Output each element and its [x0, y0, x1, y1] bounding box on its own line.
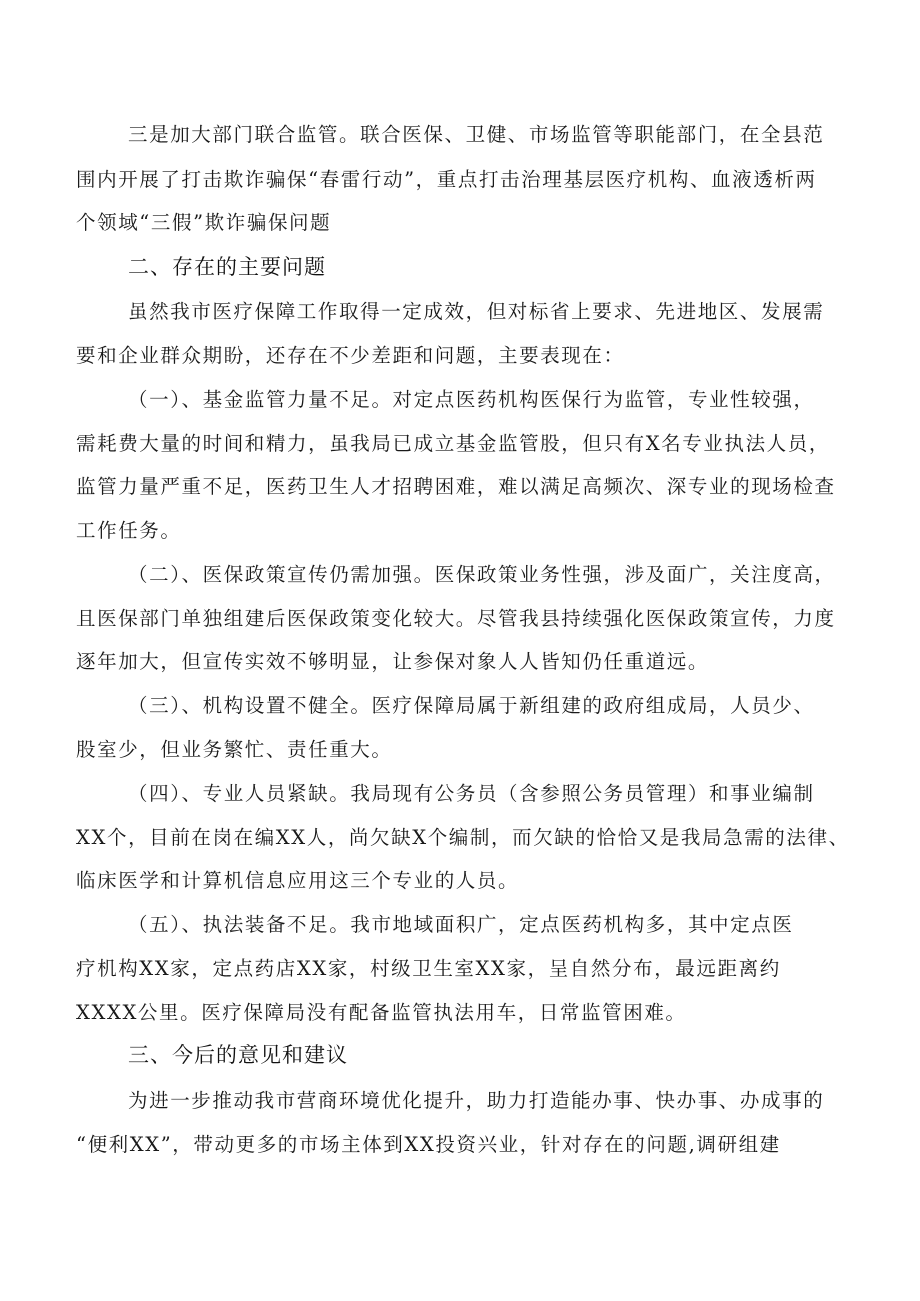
item-3-line-2: 股室少，但业务繁忙、责任重大。 [76, 738, 393, 761]
item-1-line-1: （一）、基金监管力量不足。对定点医药机构医保行为监管，专业性较强， [128, 388, 815, 411]
section-3-lead-line-2: “便利XX”，带动更多的市场主体到XX投资兴业，针对存在的问题,调研组建 [76, 1133, 781, 1156]
item-5-line-3: XXXX公里。医疗保障局没有配备监管执法用车，日常监管困难。 [76, 1001, 687, 1024]
item-1-line-4: 工作任务。 [76, 519, 182, 542]
item-5-line-2: 疗机构XX家，定点药店XX家，村级卫生室XX家，呈自然分布，最远距离约 [76, 957, 781, 980]
section-2-lead-line-1: 虽然我市医疗保障工作取得一定成效，但对标省上要求、先进地区、发展需 [128, 300, 825, 323]
item-3-line-1: （三）、机构设置不健全。医疗保障局属于新组建的政府组成局，人员少、 [128, 694, 815, 717]
item-2-line-3: 逐年加大，但宣传实效不够明显，让参保对象人人皆知仍任重道远。 [76, 650, 710, 673]
intro-line-3: 个领域“三假”欺诈骗保问题 [76, 211, 332, 234]
item-2-line-2: 且医保部门单独组建后医保政策变化较大。尽管我县持续强化医保政策宣传，力度 [76, 607, 836, 630]
intro-line-2: 围内开展了打击欺诈骗保“春雷行动”，重点打击治理基层医疗机构、血液透析两 [76, 168, 817, 191]
section-2-lead-line-2: 要和企业群众期盼，还存在不少差距和问题，主要表现在： [76, 344, 625, 367]
item-1-line-2: 需耗费大量的时间和精力，虽我局已成立基金监管股，但只有X名专业执法人员， [76, 432, 830, 455]
item-2-line-1: （二）、医保政策宣传仍需加强。医保政策业务性强，涉及面广，关注度高， [128, 563, 836, 586]
item-5-line-1: （五）、执法装备不足。我市地域面积广，定点医药机构多，其中定点医 [128, 913, 794, 936]
section-2-heading: 二、存在的主要问题 [128, 255, 326, 279]
item-1-line-3: 监管力量严重不足，医药卫生人才招聘困难，难以满足高频次、深专业的现场检查 [76, 475, 836, 498]
item-4-line-2: XX个，目前在岗在编XX人，尚欠缺X个编制，而欠缺的恰恰又是我局急需的法律、 [76, 826, 850, 849]
item-4-line-3: 临床医学和计算机信息应用这三个专业的人员。 [76, 869, 520, 892]
section-3-lead-line-1: 为进一步推动我市营商环境优化提升，助力打造能办事、快办事、办成事的 [128, 1089, 825, 1112]
intro-line-1: 三是加大部门联合监管。联合医保、卫健、市场监管等职能部门，在全县范 [128, 123, 825, 146]
item-4-line-1: （四）、专业人员紧缺。我局现有公务员（含参照公务员管理）和事业编制 [128, 782, 815, 805]
section-3-heading: 三、今后的意见和建议 [128, 1043, 348, 1067]
